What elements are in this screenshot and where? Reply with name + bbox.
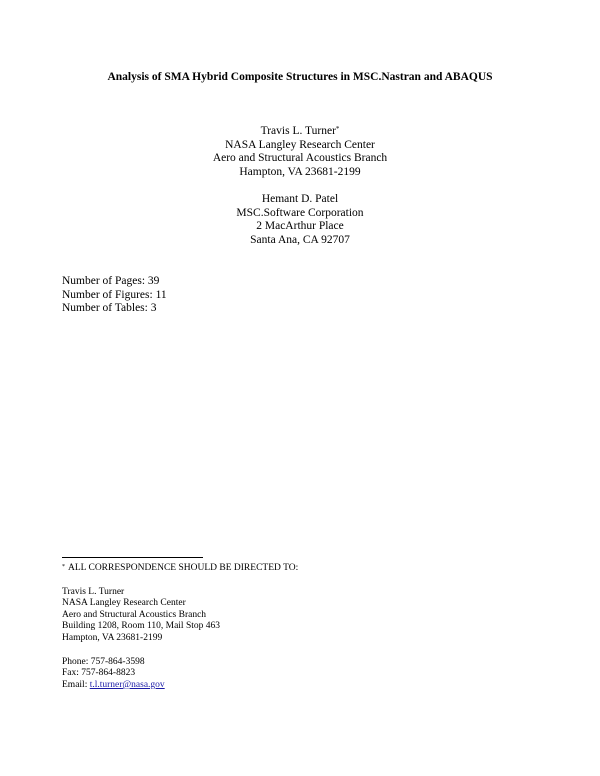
email-link[interactable]: t.l.turner@nasa.gov xyxy=(89,679,165,690)
author-city: Santa Ana, CA 92707 xyxy=(250,233,350,246)
contact-name: Travis L. Turner xyxy=(62,586,125,597)
paper-title: Analysis of SMA Hybrid Composite Structures in MSC.Nastran and ABAQUS xyxy=(107,71,493,83)
document-counts xyxy=(62,275,167,316)
author-organization: NASA Langley Research Center xyxy=(225,138,375,151)
contact-city: Hampton, VA 23681-2199 xyxy=(62,632,163,643)
author-street: 2 MacArthur Place xyxy=(256,220,344,233)
author-block-secondary xyxy=(0,193,600,247)
contact-building: Building 1208, Room 110, Mail Stop 463 xyxy=(62,621,220,632)
author-city: Hampton, VA 23681-2199 xyxy=(239,165,361,178)
contact-fax: Fax: 757-864-8823 xyxy=(62,668,136,679)
email-label: Email: xyxy=(62,679,90,690)
contact-phone: Phone: 757-864-3598 xyxy=(62,656,145,667)
contact-email-line xyxy=(62,680,298,692)
footnote-divider xyxy=(62,557,203,558)
correspondence-footnote xyxy=(62,563,298,691)
footnote-heading: ALL CORRESPONDENCE SHOULD BE DIRECTED TO: xyxy=(68,563,299,573)
footnote-heading-line xyxy=(62,563,298,575)
author-organization: MSC.Software Corporation xyxy=(236,206,364,219)
figure-count: Number of Figures: 11 xyxy=(62,288,167,301)
author-name: Travis L. Turner xyxy=(260,125,336,137)
author-department: Aero and Structural Acoustics Branch xyxy=(212,152,388,165)
contact-organization: NASA Langley Research Center xyxy=(62,598,186,609)
footnote-marker: * xyxy=(335,125,340,133)
author-block-primary xyxy=(0,125,600,179)
author-name: Hemant D. Patel xyxy=(261,193,339,205)
footnote-marker: * xyxy=(62,564,65,570)
contact-department: Aero and Structural Acoustics Branch xyxy=(62,609,207,620)
table-count: Number of Tables: 3 xyxy=(62,302,157,315)
page-count: Number of Pages: 39 xyxy=(62,275,160,287)
author-name-line xyxy=(0,125,600,139)
